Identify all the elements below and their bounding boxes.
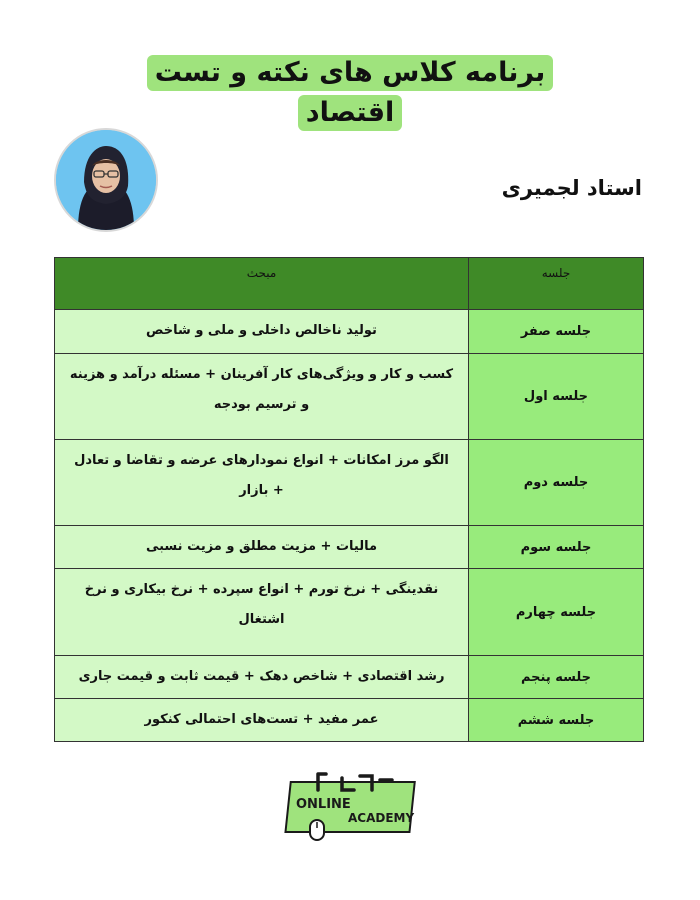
teacher-portrait-icon [56, 130, 156, 230]
table-row [55, 699, 644, 742]
table-row [55, 354, 644, 440]
schedule-table [54, 257, 644, 742]
session-cell: جلسه دوم [469, 440, 644, 526]
session-cell: جلسه پنجم [469, 656, 644, 699]
session-cell: جلسه اول [469, 354, 644, 440]
academy-logo-icon [282, 770, 422, 850]
logo-academy-text: ACADEMY [348, 811, 415, 825]
table-row [55, 440, 644, 526]
table-row [55, 310, 644, 354]
teacher-avatar [54, 128, 158, 232]
session-cell: جلسه صفر [469, 310, 644, 354]
title-line-2: اقتصاد [298, 95, 403, 131]
topic-cell: کسب و کار و ویژگی‌های کار آفرینان + مسئله درآمد و هزینه و ترسیم بودجه [55, 354, 469, 440]
table-row [55, 656, 644, 699]
topic-cell: مالیات + مزیت مطلق و مزیت نسبی [55, 526, 469, 569]
topic-cell: رشد اقتصادی + شاخص دهک + قیمت ثابت و قیمت جاری [55, 656, 469, 699]
title-line-1: برنامه کلاس های نکته و تست [147, 55, 554, 91]
session-cell: جلسه چهارم [469, 569, 644, 656]
topic-cell: الگو مرز امکانات + انواع نمودارهای عرضه و تقاضا و تعادل + بازار [55, 440, 469, 526]
table-row [55, 526, 644, 569]
title-block [0, 55, 700, 131]
topic-cell: نقدینگی + نرخ تورم + انواع سپرده + نرخ بیکاری و نرخ اشتغال [55, 569, 469, 656]
topic-cell: تولید ناخالص داخلی و ملی و شاخص [55, 310, 469, 354]
teacher-name: استاد لجمیری [501, 176, 642, 200]
session-cell: جلسه سوم [469, 526, 644, 569]
session-cell: جلسه ششم [469, 699, 644, 742]
table-header-row [55, 258, 644, 310]
header-topic: مبحث [55, 258, 469, 310]
header-session: جلسه [469, 258, 644, 310]
logo-online-text: ONLINE [296, 797, 351, 812]
table-row [55, 569, 644, 656]
topic-cell: عمر مفید + تست‌های احتمالی کنکور [55, 699, 469, 742]
academy-logo [282, 770, 422, 850]
